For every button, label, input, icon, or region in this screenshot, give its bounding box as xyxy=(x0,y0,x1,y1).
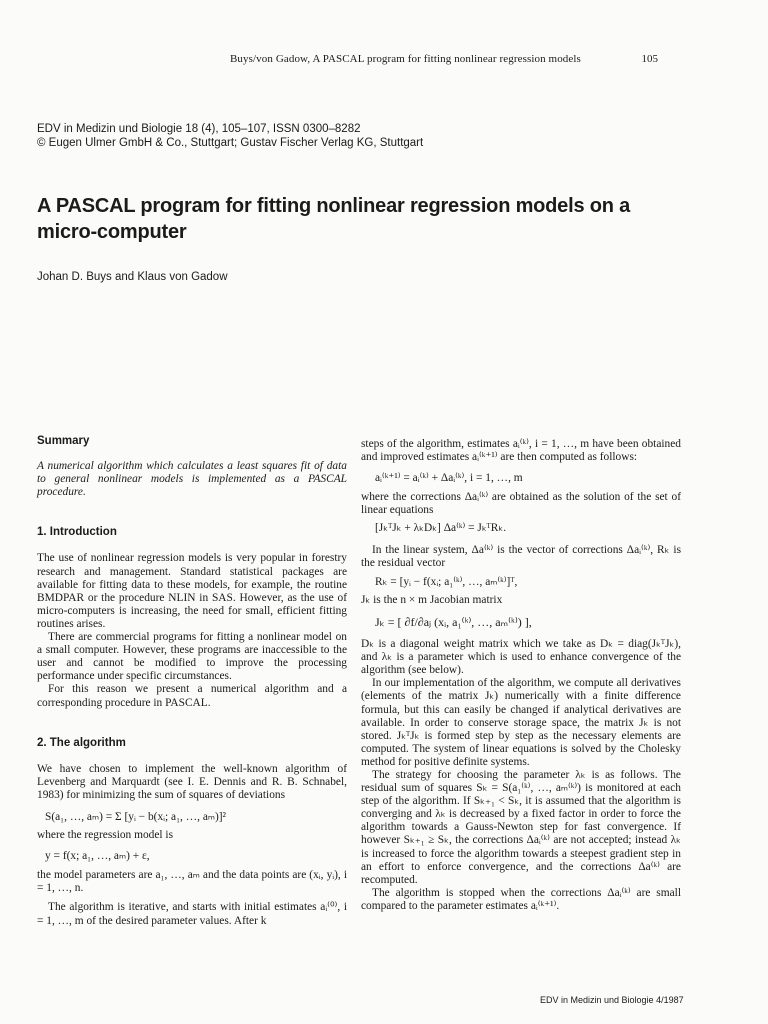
left-column xyxy=(37,435,347,928)
algorithm-paragraph-1: We have chosen to implement the well-known algorithm of Levenberg and Marquardt (see I. E. Dennis and R. B. Schnabel, 1983) for minimizing the sum of squares of deviations xyxy=(37,762,347,801)
equation-sum-of-squares: S(a₁, …, aₘ) = Σ [yᵢ − b(xᵢ; a₁, …, aₘ)]² xyxy=(45,810,226,823)
journal-citation: EDV in Medizin und Biologie 18 (4), 105–107, ISSN 0300–8282 xyxy=(37,123,361,135)
equation-jacobian: Jₖ = [ ∂f/∂aⱼ (xᵢ, a₁⁽ᵏ⁾, …, aₘ⁽ᵏ⁾) ], xyxy=(375,614,532,629)
intro-paragraph-3: For this reason we present a numerical algorithm and a corresponding procedure in PASCAL. xyxy=(37,683,347,709)
summary-heading: Summary xyxy=(37,435,90,447)
right-paragraph-2: where the corrections Δaᵢ⁽ᵏ⁾ are obtained as the solution of the set of linear equations xyxy=(361,491,681,517)
right-paragraph-3: In the linear system, Δa⁽ᵏ⁾ is the vector of corrections Δaᵢ⁽ᵏ⁾, Rₖ is the residual vector xyxy=(361,543,681,569)
intro-paragraph-2: There are commercial programs for fitting a nonlinear model on a small computer. However, these programs are inaccessible to the user and cannot be modified to improve the processing performance under specific circumstances. xyxy=(37,631,347,683)
right-paragraph-5: Dₖ is a diagonal weight matrix which we take as Dₖ = diag(JₖᵀJₖ), and λₖ is a parameter which is used to enhance convergence of the algorithm (see below). xyxy=(361,638,681,677)
equation-regression-model: y = f(x; a₁, …, aₘ) + ε, xyxy=(45,850,150,863)
introduction-heading: 1. Introduction xyxy=(37,526,117,539)
equation-residual-vector: Rₖ = [yᵢ − f(xᵢ; a₁⁽ᵏ⁾, …, aₘ⁽ᵏ⁾]ᵀ, xyxy=(375,575,518,588)
page-footer: EDV in Medizin und Biologie 4/1987 xyxy=(540,995,684,1005)
equation-linear-system: [JₖᵀJₖ + λₖDₖ] Δa⁽ᵏ⁾ = JₖᵀRₖ. xyxy=(375,522,507,535)
title-line-1: A PASCAL program for fitting nonlinear regression models on a xyxy=(37,195,631,217)
author-list: Johan D. Buys and Klaus von Gadow xyxy=(37,271,228,283)
title-line-2: micro-computer xyxy=(37,221,187,243)
article-title xyxy=(37,193,727,245)
right-paragraph-1: steps of the algorithm, estimates aᵢ⁽ᵏ⁾, i = 1, …, m have been obtained and improved estimates aᵢ⁽ᵏ⁺¹⁾ are then computed as follows: xyxy=(361,438,681,464)
right-paragraph-6: In our implementation of the algorithm, we compute all derivatives (elements of the matrix Jₖ) numerically with a finite difference formula, but this can easily be changed if analytical derivatives are available. In order to conserve storage space, the matrix Jₖ is not stored. JₖᵀJₖ is formed step by step as the necessary elements are computed. The system of linear equations is solved by the Cholesky method for positive definite systems. xyxy=(361,677,681,768)
right-paragraph-8: The algorithm is stopped when the corrections Δaᵢ⁽ᵏ⁾ are small compared to the parameter estimates aᵢ⁽ᵏ⁺¹⁾. xyxy=(361,886,681,912)
summary-text: A numerical algorithm which calculates a least squares fit of data to general nonlinear models is implemented as a PASCAL procedure. xyxy=(37,460,347,499)
algorithm-paragraph-3: the model parameters are a₁, …, aₘ and the data points are (xᵢ, yᵢ), i = 1, …, n. xyxy=(37,869,347,895)
right-column xyxy=(361,438,681,913)
page-number: 105 xyxy=(641,53,658,65)
right-paragraph-4: Jₖ is the n × m Jacobian matrix xyxy=(361,593,503,606)
running-header-text: Buys/von Gadow, A PASCAL program for fitting nonlinear regression models xyxy=(230,53,581,65)
journal-info xyxy=(37,122,423,150)
equation-update: aᵢ⁽ᵏ⁺¹⁾ = aᵢ⁽ᵏ⁾ + Δaᵢ⁽ᵏ⁾, i = 1, …, m xyxy=(375,472,523,485)
intro-paragraph-1: The use of nonlinear regression models is very popular in forestry research and management. Standard statistical packages are available for fitting data to these models, for example, the routine BMDPAR or the procedure NLIN in SAS. However, as the use of micro-computers is increasing, the need for small, efficient fitting routines arises. xyxy=(37,552,347,630)
algorithm-paragraph-2: where the regression model is xyxy=(37,829,174,842)
publisher-copyright: © Eugen Ulmer GmbH & Co., Stuttgart; Gustav Fischer Verlag KG, Stuttgart xyxy=(37,137,424,149)
right-paragraph-7: The strategy for choosing the parameter λₖ is as follows. The residual sum of squares Sₖ = S(a₁⁽ᵏ⁾, …, aₘ⁽ᵏ⁾) is monitored at each step of the algorithm. If Sₖ₊₁ < Sₖ, it is assumed that the algorithm is converging and λₖ is decreased by a fixed factor in order to force the algorithm towards a Gauss-Newton step for fast convergence. If however Sₖ₊₁ ≥ Sₖ, the corrections Δaᵢ⁽ᵏ⁾ are not accepted; instead λₖ is increased to force the algorithm towards a steepest gradient step in an effort to enforce convergence, and the corrections Δa⁽ᵏ⁾ are recomputed. xyxy=(361,768,681,886)
algorithm-heading: 2. The algorithm xyxy=(37,736,126,749)
algorithm-paragraph-4: The algorithm is iterative, and starts with initial estimates aᵢ⁽⁰⁾, i = 1, …, m of the desired parameter values. After k xyxy=(37,901,347,927)
running-header xyxy=(230,53,658,65)
